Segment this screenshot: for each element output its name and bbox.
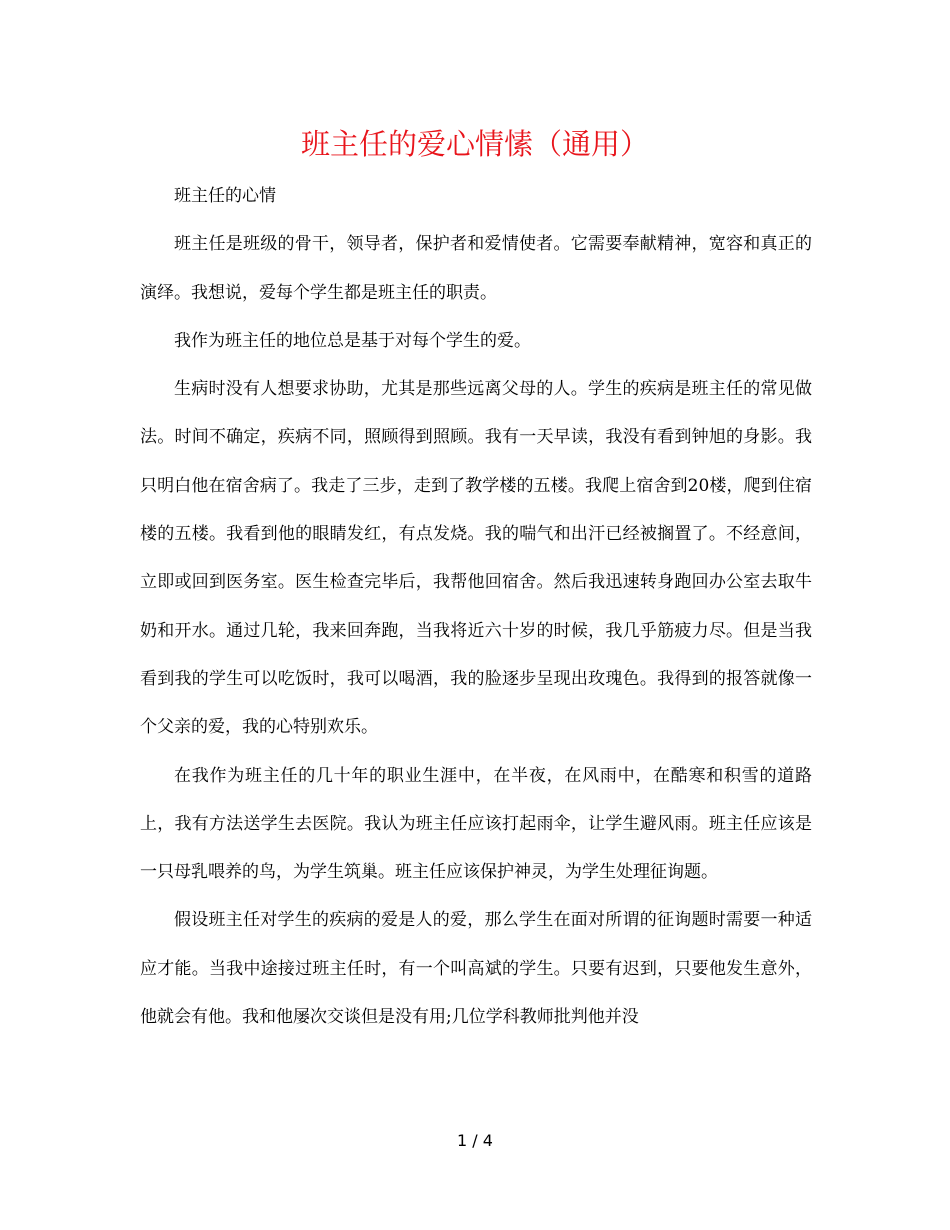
paragraph: 假设班主任对学生的疾病的爱是人的爱，那么学生在面对所谓的征询题时需要一种适应才能。当我中途接过班主任时，有一个叫高斌的学生。只要有迟到，只要他发生意外，他就会有他。我和他屡次交谈但是没有用;几位学科教师批判他并没 xyxy=(140,910,812,1028)
paragraph: 生病时没有人想要求协助，尤其是那些远离父母的人。学生的疾病是班主任的常见做法。时间不确定，疾病不同，照顾得到照顾。我有一天早读，我没有看到钟旭的身影。我只明白他在宿舍病了。我走了三步，走到了教学楼的五楼。我爬上宿舍到20楼，爬到住宿楼的五楼。我看到他的眼睛发红，有点发烧。我的喘气和出汗已经被搁置了。不经意间，立即或回到医务室。医生检查完毕后，我帮他回宿舍。然后我迅速转身跑回办公室去取牛奶和开水。通过几轮，我来回奔跑，当我将近六十岁的时候，我几乎筋疲力尽。但是当我看到我的学生可以吃饭时，我可以喝酒，我的脸逐步呈现出玫瑰色。我得到的报答就像一个父亲的爱，我的心特别欢乐。 xyxy=(140,379,812,738)
page-number: 1 / 4 xyxy=(457,1131,493,1150)
paragraph: 班主任是班级的骨干，领导者，保护者和爱情使者。它需要奉献精神，宽容和真正的演绎。我想说，爱每个学生都是班主任的职责。 xyxy=(140,234,812,303)
paragraph: 我作为班主任的地位总是基于对每个学生的爱。 xyxy=(174,330,531,351)
document-title: 班主任的爱心情愫（通用） xyxy=(300,127,649,161)
paragraph: 班主任的心情 xyxy=(174,186,276,206)
paragraph: 在我作为班主任的几十年的职业生涯中，在半夜，在风雨中，在酷寒和积雪的道路上，我有方法送学生去医院。我认为班主任应该打起雨伞，让学生避风雨。班主任应该是一只母乳喂养的鸟，为学生筑巢。班主任应该保护神灵，为学生处理征询题。 xyxy=(140,765,812,883)
document-body xyxy=(140,172,812,1041)
